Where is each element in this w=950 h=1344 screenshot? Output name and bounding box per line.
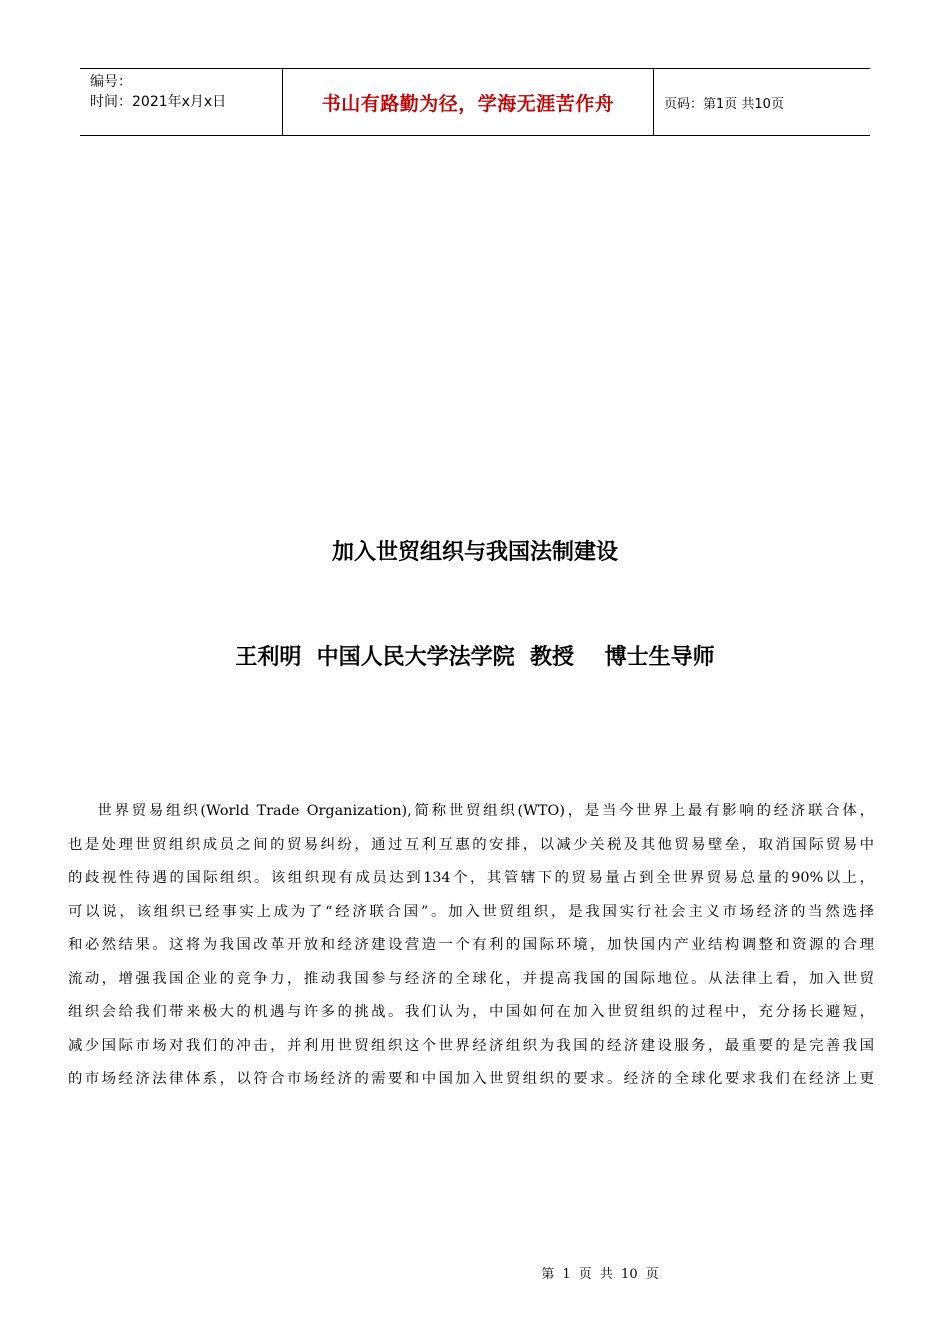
body-paragraph (68, 795, 874, 1097)
header-meta (80, 69, 282, 135)
paragraph-line: 世界贸易组织(World Trade Organization),简称世贸组织(WTO)，是当今世界上最有影响的经济联合体， (68, 803, 874, 819)
paragraph-line: 可以说，该组织已经事实上成为了“经济联合国”。加入世贸组织，是我国实行社会主义市场经济的当然选择 (68, 903, 874, 920)
paragraph-line: 的市场经济法律体系，以符合市场经济的需要和中国加入世贸组织的要求。经济的全球化要求我们在经济上更 (68, 1071, 874, 1087)
author-line: 王利明 中国人民大学法学院 教授 博士生导师 (235, 645, 715, 670)
date-label: 时间：2021年x月x日 (90, 94, 227, 110)
paragraph-line: 和必然结果。这将为我国改革开放和经济建设营造一个有利的国际环境，加快国内产业结构调整和资源的合理 (68, 937, 874, 953)
paragraph-line: 减少国际市场对我们的冲击，并利用世贸组织这个世界经济组织为我国的经济建设服务，最重要的是完善我国 (68, 1037, 874, 1054)
paragraph-line: 组织会给我们带来极大的机遇与许多的挑战。我们认为，中国如何在加入世贸组织的过程中，充分扬长避短， (68, 1004, 874, 1020)
paragraph-line: 也是处理世贸组织成员之间的贸易纠纷，通过互利互惠的安排，以减少关税及其他贸易壁垒，取消国际贸易中 (68, 836, 874, 853)
paragraph-line: 流动，增强我国企业的竞争力，推动我国参与经济的全球化，并提高我国的国际地位。从法律上看，加入世贸 (68, 970, 874, 987)
number-label: 编号： (90, 74, 132, 90)
document-title: 加入世贸组织与我国法制建设 (331, 540, 618, 565)
page-footer: 第 1 页 共 10 页 (541, 1267, 659, 1282)
document-header (80, 68, 870, 136)
header-page-info: 页码：第1页 共10页 (664, 96, 784, 112)
header-motto: 书山有路勤为径，学海无涯苦作舟 (282, 69, 654, 135)
paragraph-line: 的歧视性待遇的国际组织。该组织现有成员达到134个，其管辖下的贸易量占到全世界贸易总量的90%以上， (68, 870, 874, 886)
